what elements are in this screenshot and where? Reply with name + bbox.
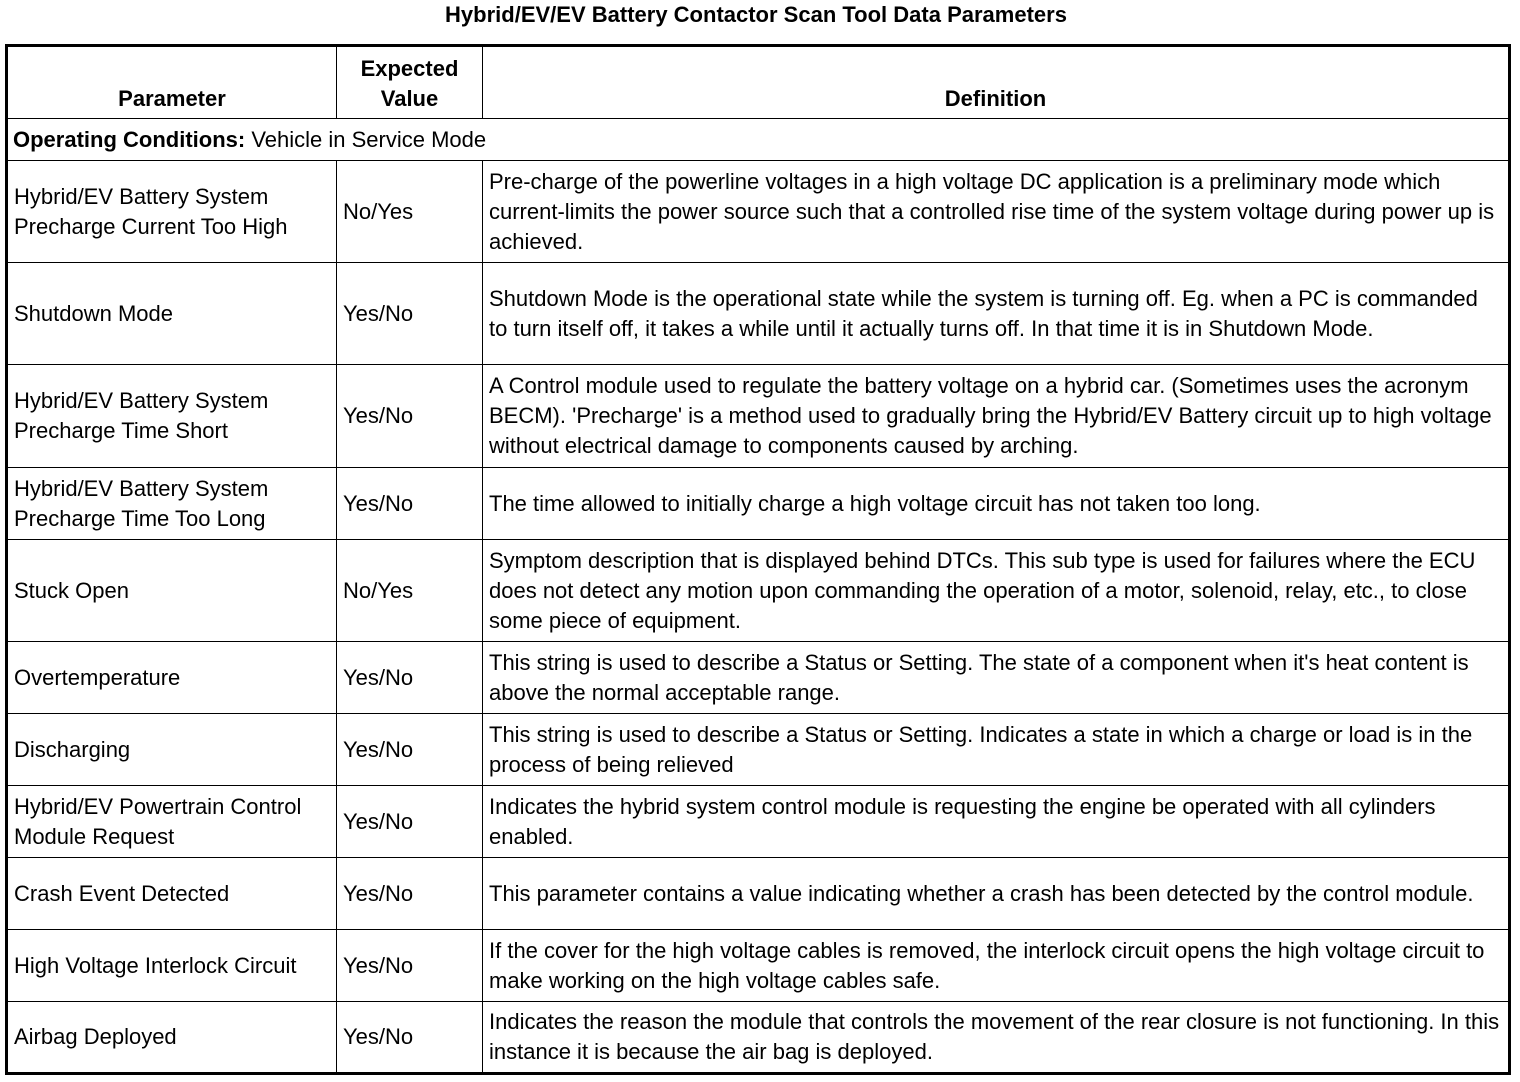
scan-tool-data-table bbox=[5, 44, 1511, 1075]
expected-value-cell: Yes/No bbox=[337, 1002, 483, 1074]
expected-value-cell: Yes/No bbox=[337, 468, 483, 540]
header-definition: Definition bbox=[483, 46, 1510, 119]
table-row bbox=[7, 161, 1510, 263]
table-row bbox=[7, 540, 1510, 642]
parameter-cell: Shutdown Mode bbox=[7, 263, 337, 365]
definition-cell: Symptom description that is displayed behind DTCs. This sub type is used for failures where the ECU does not detect any motion upon commanding the operation of a motor, solenoid, relay, etc., to close some piece of equipment. bbox=[483, 540, 1510, 642]
table-row bbox=[7, 1002, 1510, 1074]
header-expected-line2: Value bbox=[380, 86, 439, 111]
expected-value-cell: Yes/No bbox=[337, 263, 483, 365]
definition-cell: Indicates the reason the module that controls the movement of the rear closure is not functioning. In this instance it is because the air bag is deployed. bbox=[483, 1002, 1510, 1074]
parameter-cell: Airbag Deployed bbox=[7, 1002, 337, 1074]
expected-value-cell: Yes/No bbox=[337, 786, 483, 858]
document-title: Hybrid/EV/EV Battery Contactor Scan Tool Data Parameters bbox=[445, 2, 1067, 27]
expected-value-cell: Yes/No bbox=[337, 930, 483, 1002]
expected-value-cell: Yes/No bbox=[337, 642, 483, 714]
expected-value-cell: No/Yes bbox=[337, 540, 483, 642]
definition-cell: Shutdown Mode is the operational state while the system is turning off. Eg. when a PC is commanded to turn itself off, it takes a while until it actually turns off. In that time it is in Shutdown Mode. bbox=[483, 263, 1510, 365]
parameter-cell: Hybrid/EV Battery System Precharge Current Too High bbox=[7, 161, 337, 263]
operating-conditions-row bbox=[7, 119, 1510, 161]
table-row bbox=[7, 714, 1510, 786]
operating-conditions-value: Vehicle in Service Mode bbox=[245, 126, 487, 152]
table-row bbox=[7, 786, 1510, 858]
header-expected-value bbox=[337, 46, 483, 119]
parameter-cell: Crash Event Detected bbox=[7, 858, 337, 930]
expected-value-cell: Yes/No bbox=[337, 858, 483, 930]
operating-conditions-label: Operating Conditions: bbox=[13, 126, 246, 152]
parameter-cell: Discharging bbox=[7, 714, 337, 786]
table-row bbox=[7, 263, 1510, 365]
table-row bbox=[7, 365, 1510, 468]
expected-value-cell: Yes/No bbox=[337, 365, 483, 468]
parameter-cell: Hybrid/EV Battery System Precharge Time Too Long bbox=[7, 468, 337, 540]
parameter-cell: Hybrid/EV Battery System Precharge Time Short bbox=[7, 365, 337, 468]
parameter-cell: Overtemperature bbox=[7, 642, 337, 714]
expected-value-cell: No/Yes bbox=[337, 161, 483, 263]
table-row bbox=[7, 642, 1510, 714]
table-header-row bbox=[7, 46, 1510, 119]
expected-value-cell: Yes/No bbox=[337, 714, 483, 786]
parameter-cell: High Voltage Interlock Circuit bbox=[7, 930, 337, 1002]
parameter-cell: Stuck Open bbox=[7, 540, 337, 642]
definition-cell: Indicates the hybrid system control module is requesting the engine be operated with all cylinders enabled. bbox=[483, 786, 1510, 858]
definition-cell: This parameter contains a value indicating whether a crash has been detected by the control module. bbox=[483, 858, 1510, 930]
definition-cell: Pre-charge of the powerline voltages in a high voltage DC application is a preliminary mode which current-limits the power source such that a controlled rise time of the system voltage during power up is achieved. bbox=[483, 161, 1510, 263]
table-row bbox=[7, 858, 1510, 930]
definition-cell: This string is used to describe a Status or Setting. The state of a component when it's heat content is above the normal acceptable range. bbox=[483, 642, 1510, 714]
definition-cell: A Control module used to regulate the battery voltage on a hybrid car. (Sometimes uses the acronym BECM). 'Precharge' is a method used to gradually bring the Hybrid/EV Battery circuit up to high voltage without electrical damage to components caused by arching. bbox=[483, 365, 1510, 468]
definition-cell: The time allowed to initially charge a high voltage circuit has not taken too long. bbox=[483, 468, 1510, 540]
parameter-cell: Hybrid/EV Powertrain Control Module Request bbox=[7, 786, 337, 858]
operating-conditions bbox=[7, 119, 1510, 161]
header-expected-line1: Expected bbox=[360, 56, 459, 81]
table-row bbox=[7, 930, 1510, 1002]
table-row bbox=[7, 468, 1510, 540]
definition-cell: This string is used to describe a Status or Setting. Indicates a state in which a charge or load is in the process of being relieved bbox=[483, 714, 1510, 786]
definition-cell: If the cover for the high voltage cables is removed, the interlock circuit opens the high voltage circuit to make working on the high voltage cables safe. bbox=[483, 930, 1510, 1002]
header-parameter: Parameter bbox=[7, 46, 337, 119]
